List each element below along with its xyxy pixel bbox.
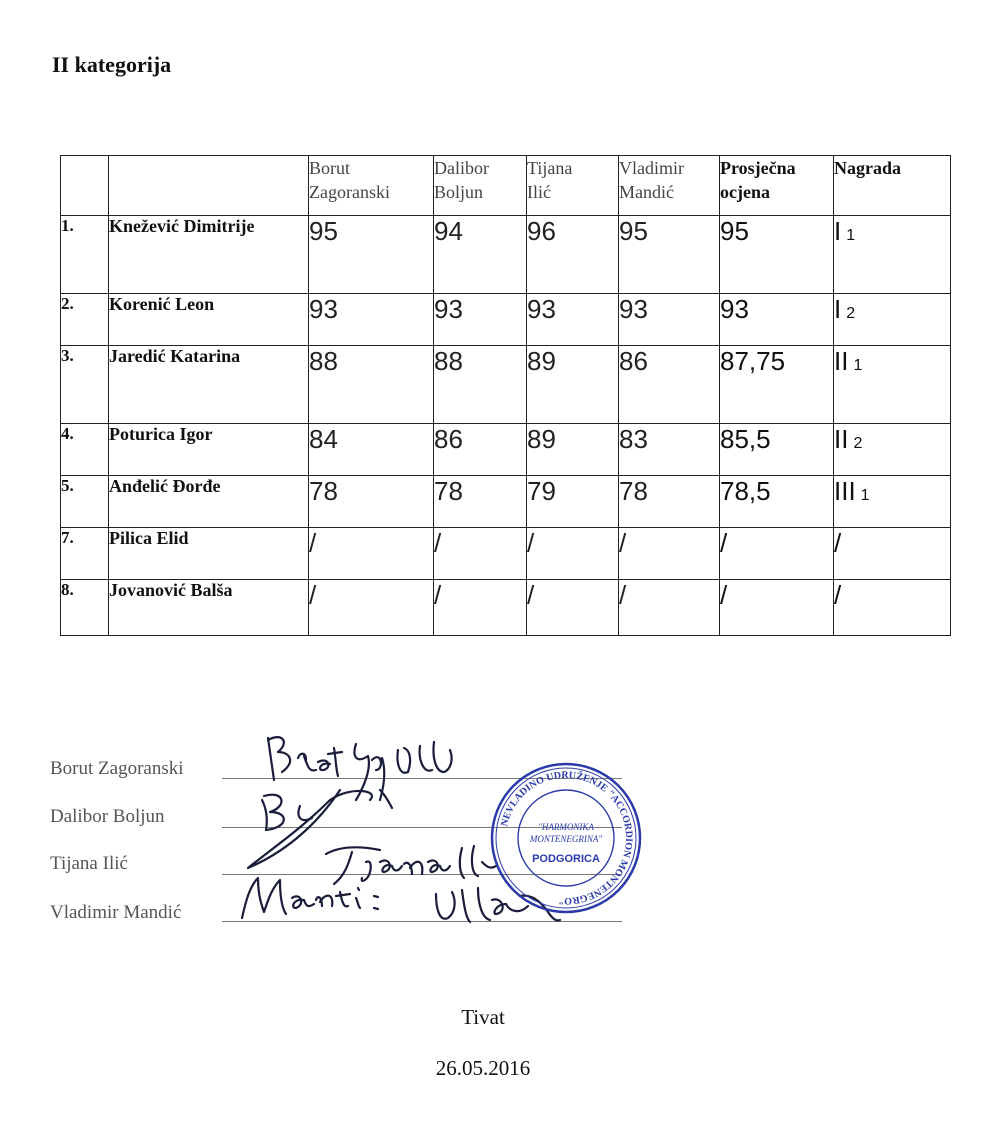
contestant-name: Poturica Igor xyxy=(109,424,309,476)
award: I 1 xyxy=(834,216,951,294)
score-mandic: 78 xyxy=(619,476,720,528)
contestant-name: Jovanović Balša xyxy=(109,580,309,636)
contestant-name: Korenić Leon xyxy=(109,294,309,346)
average-score: / xyxy=(720,580,834,636)
score-boljun: / xyxy=(434,580,527,636)
header-judge-boljun: Dalibor Boljun xyxy=(434,156,527,216)
header-award: Nagrada xyxy=(834,156,951,216)
document-place: Tivat xyxy=(461,1005,505,1029)
score-zagoranski: / xyxy=(309,580,434,636)
score-boljun: 94 xyxy=(434,216,527,294)
contestant-name: Anđelić Đorđe xyxy=(109,476,309,528)
row-number: 4. xyxy=(61,424,109,476)
contestant-name: Pilica Elid xyxy=(109,528,309,580)
score-zagoranski: 95 xyxy=(309,216,434,294)
average-score: 95 xyxy=(720,216,834,294)
row-number: 1. xyxy=(61,216,109,294)
header-average: Prosječna ocjena xyxy=(720,156,834,216)
header-judge-zagoranski: Borut Zagoranski xyxy=(309,156,434,216)
average-score: 78,5 xyxy=(720,476,834,528)
score-zagoranski: 88 xyxy=(309,346,434,424)
award: / xyxy=(834,528,951,580)
row-number: 3. xyxy=(61,346,109,424)
contestant-name: Jaredić Katarina xyxy=(109,346,309,424)
score-boljun: 93 xyxy=(434,294,527,346)
page-title: II kategorija xyxy=(52,52,172,77)
award: III 1 xyxy=(834,476,951,528)
score-mandic: / xyxy=(619,528,720,580)
score-boljun: 88 xyxy=(434,346,527,424)
row-number: 8. xyxy=(61,580,109,636)
award: II 2 xyxy=(834,424,951,476)
average-score: 87,75 xyxy=(720,346,834,424)
row-number: 2. xyxy=(61,294,109,346)
signatory-name: Tijana Ilić xyxy=(50,853,128,874)
score-zagoranski: 84 xyxy=(309,424,434,476)
score-ilic: 96 xyxy=(527,216,619,294)
stamp-outer-text: NEVLADINO UDRUŽENJE "ACCORDION MONTENEGRO" xyxy=(499,769,635,907)
stamp-inner-text-2: MONTENEGRINA" xyxy=(529,834,603,844)
score-mandic: / xyxy=(619,580,720,636)
award: I 2 xyxy=(834,294,951,346)
stamp-inner-text-1: "HARMONIKA xyxy=(538,822,594,832)
score-zagoranski: 78 xyxy=(309,476,434,528)
average-score: 93 xyxy=(720,294,834,346)
score-mandic: 95 xyxy=(619,216,720,294)
score-zagoranski: / xyxy=(309,528,434,580)
header-judge-mandic: Vladimir Mandić xyxy=(619,156,720,216)
signatory-name: Vladimir Mandić xyxy=(50,902,182,923)
average-score: 85,5 xyxy=(720,424,834,476)
award: II 1 xyxy=(834,346,951,424)
score-mandic: 83 xyxy=(619,424,720,476)
organization-stamp xyxy=(486,758,646,918)
signatory-name: Dalibor Boljun xyxy=(50,806,165,827)
score-mandic: 93 xyxy=(619,294,720,346)
score-ilic: 89 xyxy=(527,346,619,424)
average-score: / xyxy=(720,528,834,580)
score-boljun: 78 xyxy=(434,476,527,528)
score-ilic: / xyxy=(527,580,619,636)
row-number: 7. xyxy=(61,528,109,580)
stamp-city: PODGORICA xyxy=(532,853,600,865)
contestant-name: Knežević Dimitrije xyxy=(109,216,309,294)
score-ilic: 89 xyxy=(527,424,619,476)
score-boljun: / xyxy=(434,528,527,580)
score-zagoranski: 93 xyxy=(309,294,434,346)
header-judge-ilic: Tijana Ilić xyxy=(527,156,619,216)
score-ilic: 93 xyxy=(527,294,619,346)
score-ilic: / xyxy=(527,528,619,580)
score-boljun: 86 xyxy=(434,424,527,476)
score-mandic: 86 xyxy=(619,346,720,424)
row-number: 5. xyxy=(61,476,109,528)
document-date: 26.05.2016 xyxy=(435,1056,531,1080)
signatory-name: Borut Zagoranski xyxy=(50,758,184,779)
award: / xyxy=(834,580,951,636)
score-ilic: 79 xyxy=(527,476,619,528)
